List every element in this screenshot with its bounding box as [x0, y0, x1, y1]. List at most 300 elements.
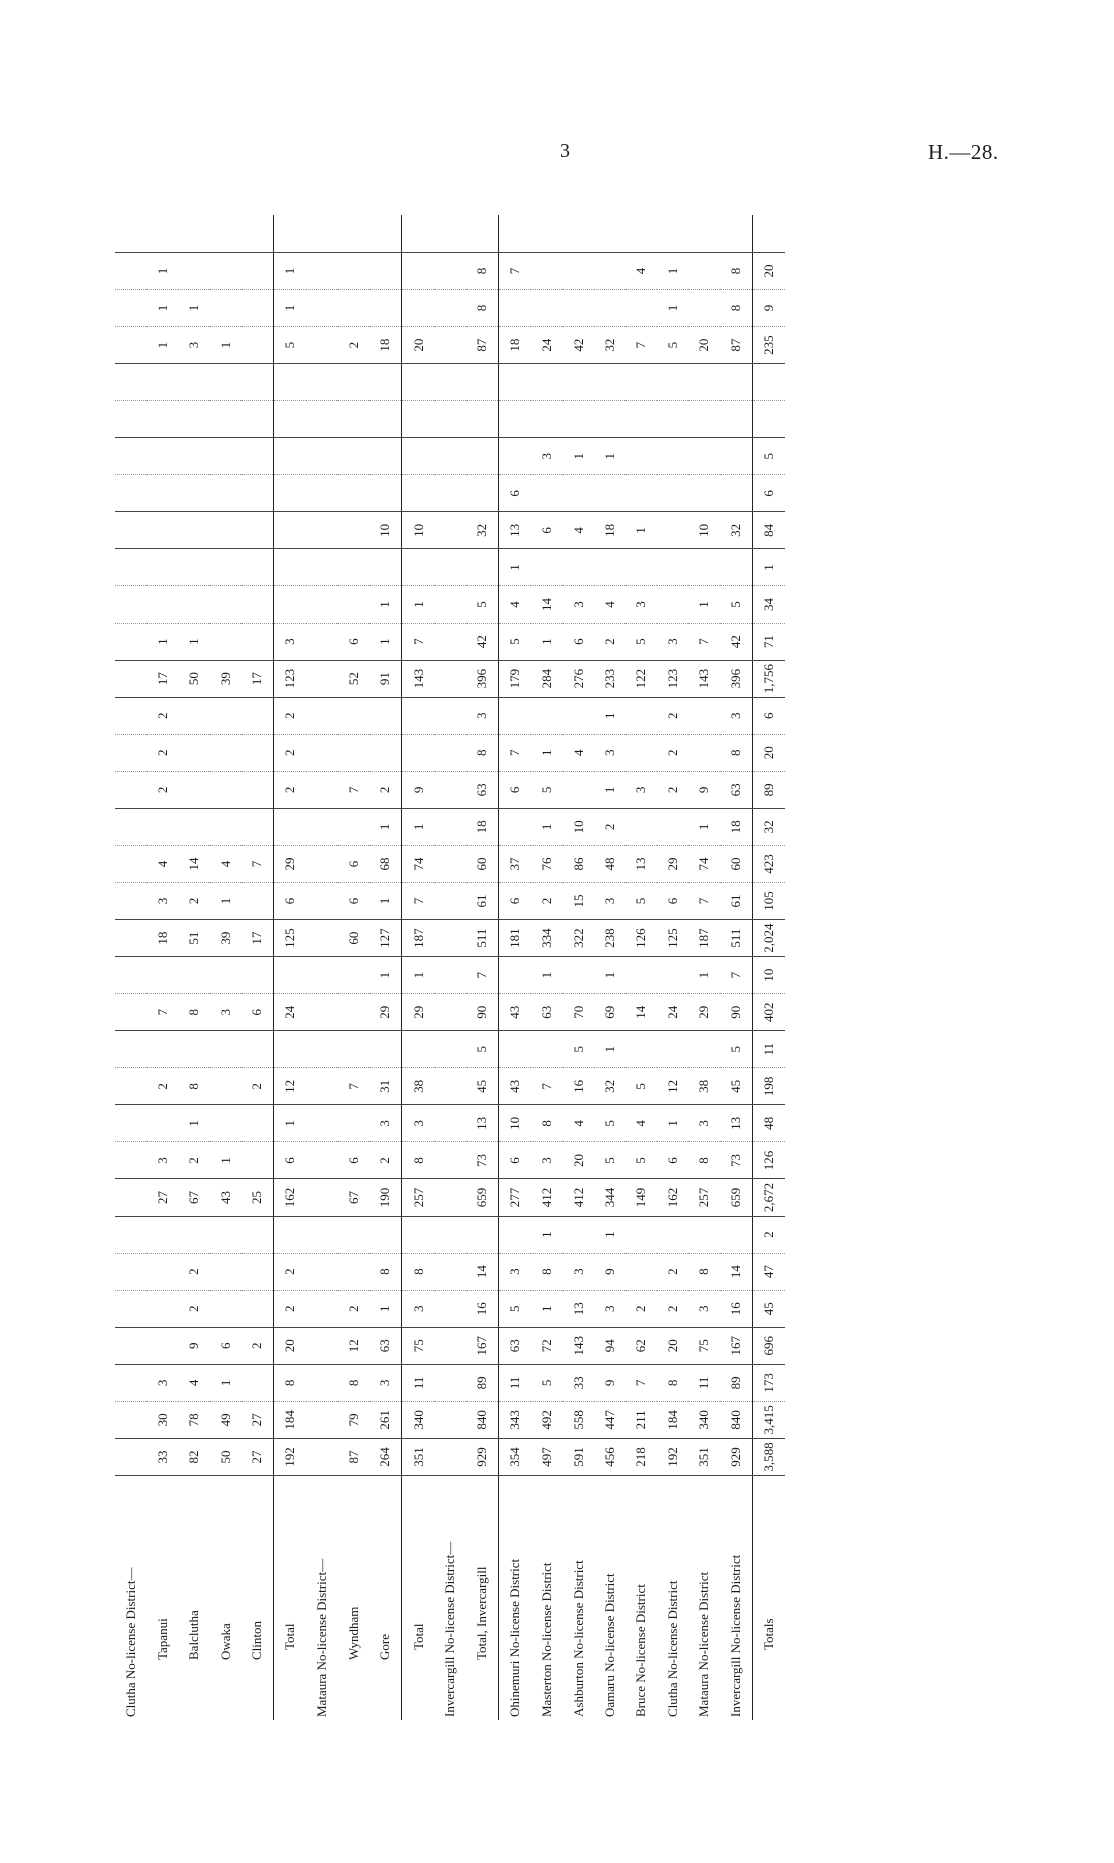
table-cell: 48	[752, 1105, 785, 1142]
empty-cell	[306, 845, 337, 882]
table-cell	[337, 1253, 368, 1290]
table-cell	[594, 290, 625, 327]
table-cell	[369, 290, 402, 327]
table-cell: 1	[369, 808, 402, 845]
table-cell	[594, 215, 625, 252]
table-cell: 18	[466, 808, 499, 845]
table-cell: 105	[752, 883, 785, 920]
table-cell: 218	[625, 1438, 656, 1475]
empty-cell	[434, 252, 465, 289]
table-cell: 1	[178, 623, 209, 660]
table-cell	[146, 957, 177, 994]
table-cell: 343	[498, 1401, 531, 1438]
empty-cell	[115, 1401, 146, 1438]
table-cell	[688, 697, 719, 734]
table-cell: 34	[752, 586, 785, 623]
table-cell: 72	[531, 1327, 562, 1364]
table-cell	[146, 808, 177, 845]
table-cell	[241, 1105, 274, 1142]
table-cell: 4	[594, 586, 625, 623]
empty-cell	[306, 1364, 337, 1401]
table-cell: 4	[562, 512, 593, 549]
table-cell: 4	[625, 252, 656, 289]
table-cell: 9	[402, 771, 435, 808]
table-cell: 3	[369, 1105, 402, 1142]
table-cell: 7	[402, 623, 435, 660]
table-cell	[178, 438, 209, 475]
group-heading-row	[115, 215, 146, 1720]
table-cell: 1	[531, 1290, 562, 1327]
table-cell: 67	[337, 1179, 368, 1216]
table-cell: 1	[498, 549, 531, 586]
table-cell: 257	[402, 1179, 435, 1216]
table-cell: 659	[466, 1179, 499, 1216]
table-cell: 75	[402, 1327, 435, 1364]
table-cell: 412	[531, 1179, 562, 1216]
table-cell: 32	[752, 808, 785, 845]
table-cell: 4	[178, 1364, 209, 1401]
table-cell: 1	[594, 697, 625, 734]
table-row	[594, 215, 625, 1720]
table-cell	[657, 808, 688, 845]
table-cell: 12	[273, 1068, 306, 1105]
table-cell: 50	[209, 1438, 240, 1475]
empty-cell	[115, 697, 146, 734]
table-row	[337, 215, 368, 1720]
table-cell	[594, 364, 625, 401]
table-cell	[273, 438, 306, 475]
table-cell: 6	[209, 1327, 240, 1364]
table-cell: 2	[531, 883, 562, 920]
group-heading: Invercargill No-license District—	[442, 1541, 458, 1717]
table-cell: 179	[498, 660, 531, 697]
table-cell: 8	[466, 290, 499, 327]
table-cell	[241, 252, 274, 289]
table-cell	[337, 808, 368, 845]
table-cell: 5	[531, 1364, 562, 1401]
table-cell	[562, 290, 593, 327]
table-cell: 456	[594, 1438, 625, 1475]
empty-cell	[434, 1216, 465, 1253]
table-cell: 63	[531, 994, 562, 1031]
empty-cell	[306, 994, 337, 1031]
table-cell	[688, 438, 719, 475]
table-cell	[337, 697, 368, 734]
table-cell	[625, 697, 656, 734]
table-cell	[562, 364, 593, 401]
table-cell	[625, 1253, 656, 1290]
table-cell: 7	[466, 957, 499, 994]
table-cell	[466, 438, 499, 475]
table-cell: 17	[241, 660, 274, 697]
table-cell: 2,672	[752, 1179, 785, 1216]
table-cell	[562, 1216, 593, 1253]
table-cell	[625, 808, 656, 845]
table-cell	[369, 734, 402, 771]
table-cell: 6	[498, 475, 531, 512]
table-cell	[209, 1031, 240, 1068]
empty-cell	[306, 252, 337, 289]
table-cell: 60	[466, 845, 499, 882]
table-cell: 1	[688, 586, 719, 623]
empty-cell	[306, 920, 337, 957]
table-cell: 24	[531, 327, 562, 364]
table-cell: 27	[241, 1401, 274, 1438]
table-cell: 5	[657, 327, 688, 364]
empty-cell	[306, 1179, 337, 1216]
empty-cell	[434, 697, 465, 734]
table-cell: 2	[657, 771, 688, 808]
table-cell: 340	[688, 1401, 719, 1438]
table-cell	[402, 1031, 435, 1068]
table-cell: 3	[209, 994, 240, 1031]
empty-cell	[115, 808, 146, 845]
table-cell	[369, 549, 402, 586]
table-cell: 3	[625, 586, 656, 623]
table-cell: 32	[594, 327, 625, 364]
table-cell: 5	[752, 438, 785, 475]
table-cell	[752, 401, 785, 438]
row-label: Clinton	[249, 1620, 265, 1660]
table-cell	[337, 549, 368, 586]
table-cell: 63	[466, 771, 499, 808]
table-cell: 69	[594, 994, 625, 1031]
table-cell: 284	[531, 660, 562, 697]
table-cell	[178, 771, 209, 808]
table-cell: 162	[273, 1179, 306, 1216]
empty-cell	[434, 920, 465, 957]
table-cell: 4	[562, 1105, 593, 1142]
table-cell: 277	[498, 1179, 531, 1216]
table-cell: 1	[752, 549, 785, 586]
table-cell: 3	[146, 883, 177, 920]
table-cell	[466, 401, 499, 438]
table-cell: 127	[369, 920, 402, 957]
table-cell: 33	[562, 1364, 593, 1401]
table-cell: 5	[625, 1142, 656, 1179]
table-cell: 8	[178, 1068, 209, 1105]
empty-cell	[115, 364, 146, 401]
table-cell: 10	[498, 1105, 531, 1142]
empty-cell	[115, 1031, 146, 1068]
table-cell	[178, 512, 209, 549]
table-cell: 10	[752, 957, 785, 994]
table-cell	[241, 290, 274, 327]
table-cell: 8	[688, 1253, 719, 1290]
table-cell: 1	[209, 883, 240, 920]
table-cell: 29	[688, 994, 719, 1031]
table-cell: 2	[337, 1290, 368, 1327]
table-cell: 1	[402, 957, 435, 994]
table-cell: 2	[337, 327, 368, 364]
table-cell: 42	[562, 327, 593, 364]
table-cell	[688, 401, 719, 438]
table-cell	[241, 771, 274, 808]
table-cell	[146, 215, 177, 252]
table-cell: 32	[594, 1068, 625, 1105]
table-cell: 1	[209, 327, 240, 364]
table-cell	[209, 623, 240, 660]
table-cell: 89	[466, 1364, 499, 1401]
table-cell: 2,024	[752, 920, 785, 957]
table-cell: 4	[209, 845, 240, 882]
row-label: Total, Invercargill	[474, 1566, 490, 1660]
table-cell: 7	[625, 327, 656, 364]
empty-cell	[434, 957, 465, 994]
table-cell	[241, 1216, 274, 1253]
row-label: Total	[273, 1476, 306, 1721]
table-cell: 3	[657, 623, 688, 660]
table-cell: 16	[466, 1290, 499, 1327]
table-cell	[402, 475, 435, 512]
table-cell: 14	[625, 994, 656, 1031]
table-cell: 5	[498, 1290, 531, 1327]
table-cell	[688, 215, 719, 252]
table-row	[531, 215, 562, 1720]
row-label: Balclutha	[186, 1610, 202, 1660]
empty-cell	[434, 401, 465, 438]
row-label: Tapanui	[154, 1618, 170, 1660]
table-cell: 8	[402, 1142, 435, 1179]
table-cell: 492	[531, 1401, 562, 1438]
table-cell: 9	[594, 1364, 625, 1401]
table-cell	[209, 1216, 240, 1253]
table-cell	[688, 549, 719, 586]
table-cell: 12	[337, 1327, 368, 1364]
table-cell: 1	[531, 734, 562, 771]
table-cell	[498, 697, 531, 734]
table-cell: 8	[720, 252, 753, 289]
empty-cell	[434, 1327, 465, 1364]
table-cell	[241, 808, 274, 845]
statistics-table-body	[115, 215, 785, 1720]
table-cell: 6	[337, 883, 368, 920]
table-cell: 43	[498, 1068, 531, 1105]
table-cell: 6	[752, 475, 785, 512]
table-cell	[498, 1216, 531, 1253]
table-cell: 3	[402, 1290, 435, 1327]
empty-cell	[115, 1142, 146, 1179]
table-cell: 1	[178, 290, 209, 327]
table-cell: 39	[209, 660, 240, 697]
empty-cell	[434, 808, 465, 845]
table-cell	[337, 734, 368, 771]
table-cell: 73	[466, 1142, 499, 1179]
table-cell: 6	[337, 623, 368, 660]
table-cell	[466, 549, 499, 586]
table-cell	[498, 808, 531, 845]
table-cell: 1	[369, 883, 402, 920]
table-cell: 29	[402, 994, 435, 1031]
table-cell: 1	[273, 1105, 306, 1142]
empty-cell	[434, 438, 465, 475]
table-cell	[209, 438, 240, 475]
table-cell: 62	[625, 1327, 656, 1364]
table-cell	[178, 734, 209, 771]
table-cell: 334	[531, 920, 562, 957]
table-cell: 82	[178, 1438, 209, 1475]
table-cell	[657, 1216, 688, 1253]
table-cell: 8	[688, 1142, 719, 1179]
empty-cell	[306, 549, 337, 586]
table-cell: 20	[688, 327, 719, 364]
table-row	[209, 215, 240, 1720]
table-cell: 15	[562, 883, 593, 920]
table-cell	[209, 697, 240, 734]
table-cell	[273, 808, 306, 845]
table-cell	[146, 364, 177, 401]
table-cell: 8	[178, 994, 209, 1031]
empty-cell	[434, 660, 465, 697]
table-cell: 9	[688, 771, 719, 808]
empty-cell	[115, 1327, 146, 1364]
table-cell	[337, 401, 368, 438]
table-cell	[531, 364, 562, 401]
table-cell	[657, 401, 688, 438]
row-label: Clutha No-license District	[664, 1580, 680, 1717]
table-cell	[625, 957, 656, 994]
empty-cell	[306, 1401, 337, 1438]
table-cell: 2	[273, 1253, 306, 1290]
empty-cell	[115, 920, 146, 957]
empty-cell	[306, 1216, 337, 1253]
empty-cell	[434, 1438, 465, 1475]
table-cell: 47	[752, 1253, 785, 1290]
group-heading: Mataura No-license District—	[314, 1558, 330, 1717]
table-cell	[402, 549, 435, 586]
table-cell: 16	[720, 1290, 753, 1327]
statistics-table	[115, 215, 785, 1720]
table-cell: 84	[752, 512, 785, 549]
empty-cell	[306, 771, 337, 808]
table-cell	[369, 1031, 402, 1068]
table-cell: 261	[369, 1401, 402, 1438]
table-cell: 1	[562, 438, 593, 475]
table-cell: 1	[209, 1142, 240, 1179]
table-cell: 696	[752, 1327, 785, 1364]
empty-cell	[434, 549, 465, 586]
table-cell: 354	[498, 1438, 531, 1475]
table-cell: 11	[752, 1031, 785, 1068]
table-cell: 5	[720, 586, 753, 623]
table-cell: 6	[498, 883, 531, 920]
table-cell	[402, 697, 435, 734]
table-cell	[562, 771, 593, 808]
table-cell: 7	[241, 845, 274, 882]
table-cell	[720, 215, 753, 252]
table-cell: 43	[209, 1179, 240, 1216]
table-cell	[273, 957, 306, 994]
table-cell: 3	[688, 1105, 719, 1142]
empty-cell	[306, 1327, 337, 1364]
table-cell	[241, 586, 274, 623]
table-cell: 1	[369, 623, 402, 660]
table-cell: 20	[752, 734, 785, 771]
table-cell: 7	[337, 771, 368, 808]
total-row	[402, 215, 435, 1720]
table-cell: 184	[657, 1401, 688, 1438]
empty-cell	[115, 734, 146, 771]
table-cell: 39	[209, 920, 240, 957]
table-cell	[466, 475, 499, 512]
table-cell: 2	[657, 734, 688, 771]
table-cell: 32	[466, 512, 499, 549]
table-cell: 29	[369, 994, 402, 1031]
table-cell: 1	[657, 290, 688, 327]
table-cell	[273, 1216, 306, 1253]
table-cell: 11	[688, 1364, 719, 1401]
table-cell	[531, 475, 562, 512]
table-cell: 14	[466, 1253, 499, 1290]
table-cell: 3	[146, 1142, 177, 1179]
page-number: 3	[560, 140, 570, 162]
table-cell	[625, 549, 656, 586]
empty-cell	[115, 1179, 146, 1216]
table-cell: 5	[594, 1105, 625, 1142]
table-cell	[241, 364, 274, 401]
table-cell	[531, 290, 562, 327]
table-cell: 6	[498, 771, 531, 808]
table-cell	[146, 512, 177, 549]
table-cell: 32	[720, 512, 753, 549]
table-cell	[594, 401, 625, 438]
table-cell: 3	[625, 771, 656, 808]
table-cell: 18	[146, 920, 177, 957]
table-cell: 61	[720, 883, 753, 920]
table-cell	[178, 697, 209, 734]
table-cell: 7	[720, 957, 753, 994]
table-cell: 8	[402, 1253, 435, 1290]
table-cell: 2	[625, 1290, 656, 1327]
table-cell: 2	[273, 697, 306, 734]
table-cell: 344	[594, 1179, 625, 1216]
table-cell: 7	[146, 994, 177, 1031]
table-cell: 2	[273, 734, 306, 771]
table-cell: 7	[531, 1068, 562, 1105]
table-cell: 12	[657, 1068, 688, 1105]
table-cell: 3	[146, 1364, 177, 1401]
table-cell	[241, 438, 274, 475]
table-row	[241, 215, 274, 1720]
table-cell	[146, 475, 177, 512]
table-cell: 423	[752, 845, 785, 882]
table-cell	[720, 1216, 753, 1253]
table-cell	[273, 512, 306, 549]
table-cell	[657, 512, 688, 549]
table-cell: 87	[466, 327, 499, 364]
table-cell	[720, 475, 753, 512]
table-cell	[178, 549, 209, 586]
table-cell: 591	[562, 1438, 593, 1475]
table-cell: 1	[594, 1031, 625, 1068]
empty-cell	[306, 364, 337, 401]
table-cell	[369, 215, 402, 252]
table-cell: 125	[273, 920, 306, 957]
table-cell	[146, 1290, 177, 1327]
table-cell: 63	[720, 771, 753, 808]
table-cell: 10	[369, 512, 402, 549]
empty-cell	[115, 1253, 146, 1290]
empty-cell	[434, 771, 465, 808]
table-cell: 14	[531, 586, 562, 623]
table-cell: 2	[369, 1142, 402, 1179]
table-cell	[209, 290, 240, 327]
table-cell: 1	[594, 1216, 625, 1253]
table-cell: 20	[562, 1142, 593, 1179]
empty-cell	[306, 586, 337, 623]
table-cell: 8	[657, 1364, 688, 1401]
table-cell: 20	[752, 252, 785, 289]
